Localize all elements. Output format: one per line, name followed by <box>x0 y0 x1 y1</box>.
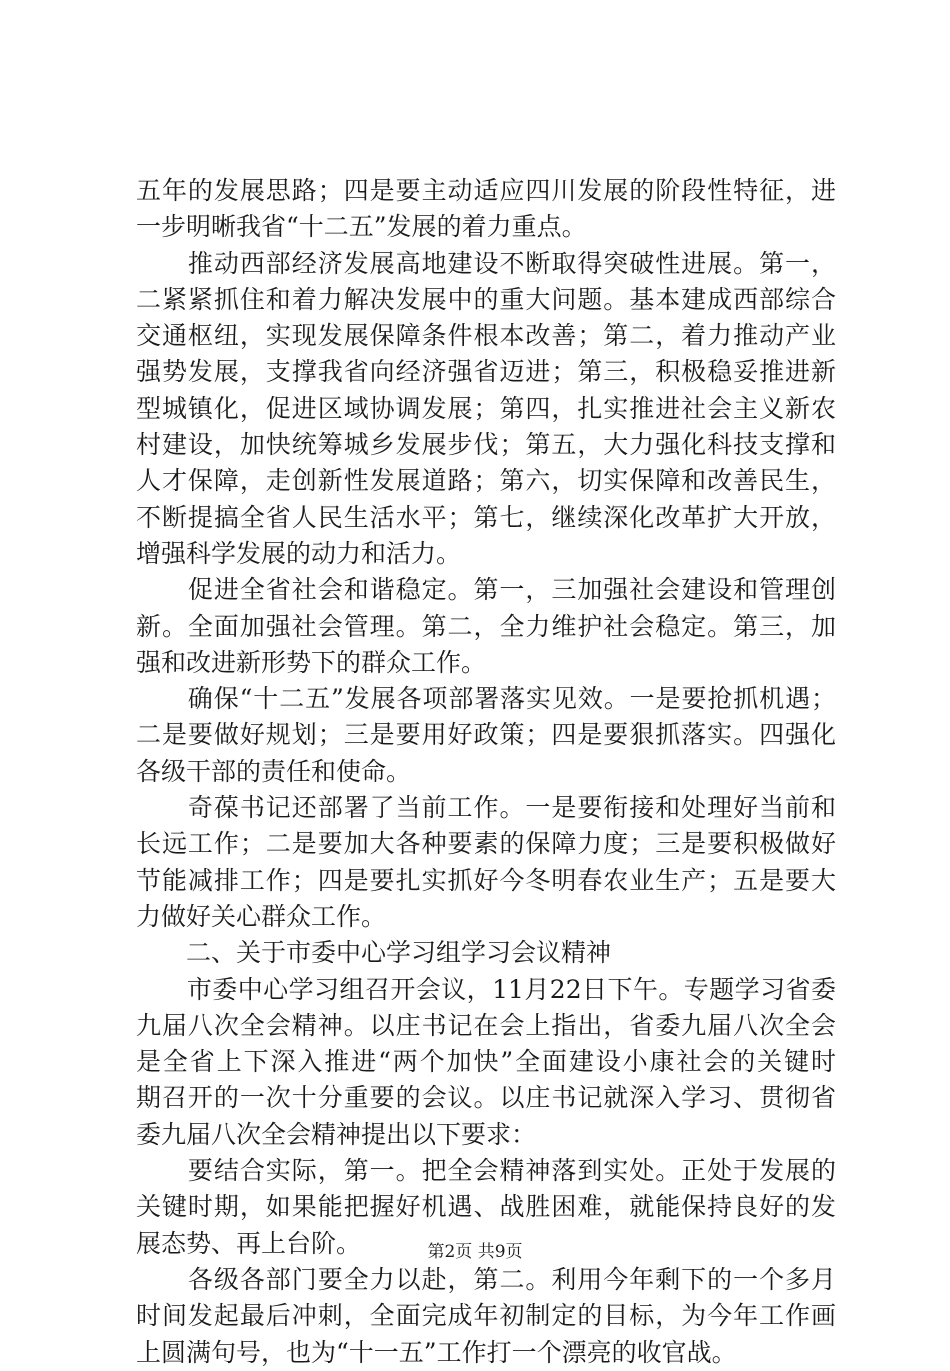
text-line: 交通枢纽，实现发展保障条件根本改善；第二，着力推动产业 <box>136 321 836 351</box>
text-line: 是全省上下深入推进“两个加快”全面建设小康社会的关键时 <box>136 1047 836 1077</box>
text-line: 委九届八次全会精神提出以下要求： <box>136 1119 537 1149</box>
text-line: 村建设，加快统筹城乡发展步伐；第五，大力强化科技支撑和 <box>136 430 836 460</box>
text-line: 促进全省社会和谐稳定。第一，三加强社会建设和管理创 <box>136 575 836 605</box>
text-line: 九届八次全会精神。以庄书记在会上指出，省委九届八次全会 <box>136 1010 836 1040</box>
body-text <box>136 173 836 1371</box>
text-line: 一步明晰我省“十二五”发展的着力重点。 <box>136 212 587 242</box>
text-line: 推动西部经济发展高地建设不断取得突破性进展。第一， <box>136 248 836 278</box>
text-line: 确保“十二五”发展各项部署落实见效。一是要抢抓机遇； <box>136 684 836 714</box>
text-line: 关键时期，如果能把握好机遇、战胜困难，就能保持良好的发 <box>136 1192 836 1222</box>
text-line: 展态势、再上台阶。 <box>136 1228 362 1258</box>
text-line: 奇葆书记还部署了当前工作。一是要衔接和处理好当前和 <box>136 793 836 823</box>
text-line: 增强科学发展的动力和活力。 <box>136 538 462 568</box>
page-footer: 第2页 共9页 <box>427 1242 523 1262</box>
text-line: 期召开的一次十分重要的会议。以庄书记就深入学习、贯彻省 <box>136 1083 836 1113</box>
text-line: 不断提搞全省人民生活水平；第七，继续深化改革扩大开放， <box>136 502 836 532</box>
text-line: 各级各部门要全力以赴，第二。利用今年剩下的一个多月 <box>136 1264 836 1294</box>
text-line: 要结合实际，第一。把全会精神落到实处。正处于发展的 <box>136 1156 836 1186</box>
text-line: 二紧紧抓住和着力解决发展中的重大问题。基本建成西部综合 <box>136 284 836 314</box>
text-line: 强和改进新形势下的群众工作。 <box>136 647 487 677</box>
text-line: 力做好关心群众工作。 <box>136 901 387 931</box>
text-line: 二、关于市委中心学习组学习会议精神 <box>136 938 612 968</box>
text-line: 人才保障，走创新性发展道路；第六，切实保障和改善民生， <box>136 466 836 496</box>
text-line: 上圆满句号，也为“十一五”工作打一个漂亮的收官战。 <box>136 1337 737 1367</box>
text-line: 时间发起最后冲刺，全面完成年初制定的目标，为今年工作画 <box>136 1301 836 1331</box>
text-line: 长远工作；二是要加大各种要素的保障力度；三是要积极做好 <box>136 829 836 859</box>
text-line: 各级干部的责任和使命。 <box>136 756 412 786</box>
text-line: 强势发展，支撑我省向经济强省迈进；第三，积极稳妥推进新 <box>136 357 836 387</box>
text-line: 新。全面加强社会管理。第二，全力维护社会稳定。第三，加 <box>136 611 836 641</box>
text-line: 型城镇化，促进区域协调发展；第四，扎实推进社会主义新农 <box>136 393 836 423</box>
text-line: 二是要做好规划；三是要用好政策；四是要狠抓落实。四强化 <box>136 720 836 750</box>
text-line: 市委中心学习组召开会议，11月22日下午。专题学习省委 <box>136 974 836 1004</box>
text-line: 五年的发展思路；四是要主动适应四川发展的阶段性特征，进 <box>136 176 836 205</box>
text-line: 节能减排工作；四是要扎实抓好今冬明春农业生产；五是要大 <box>136 865 836 895</box>
